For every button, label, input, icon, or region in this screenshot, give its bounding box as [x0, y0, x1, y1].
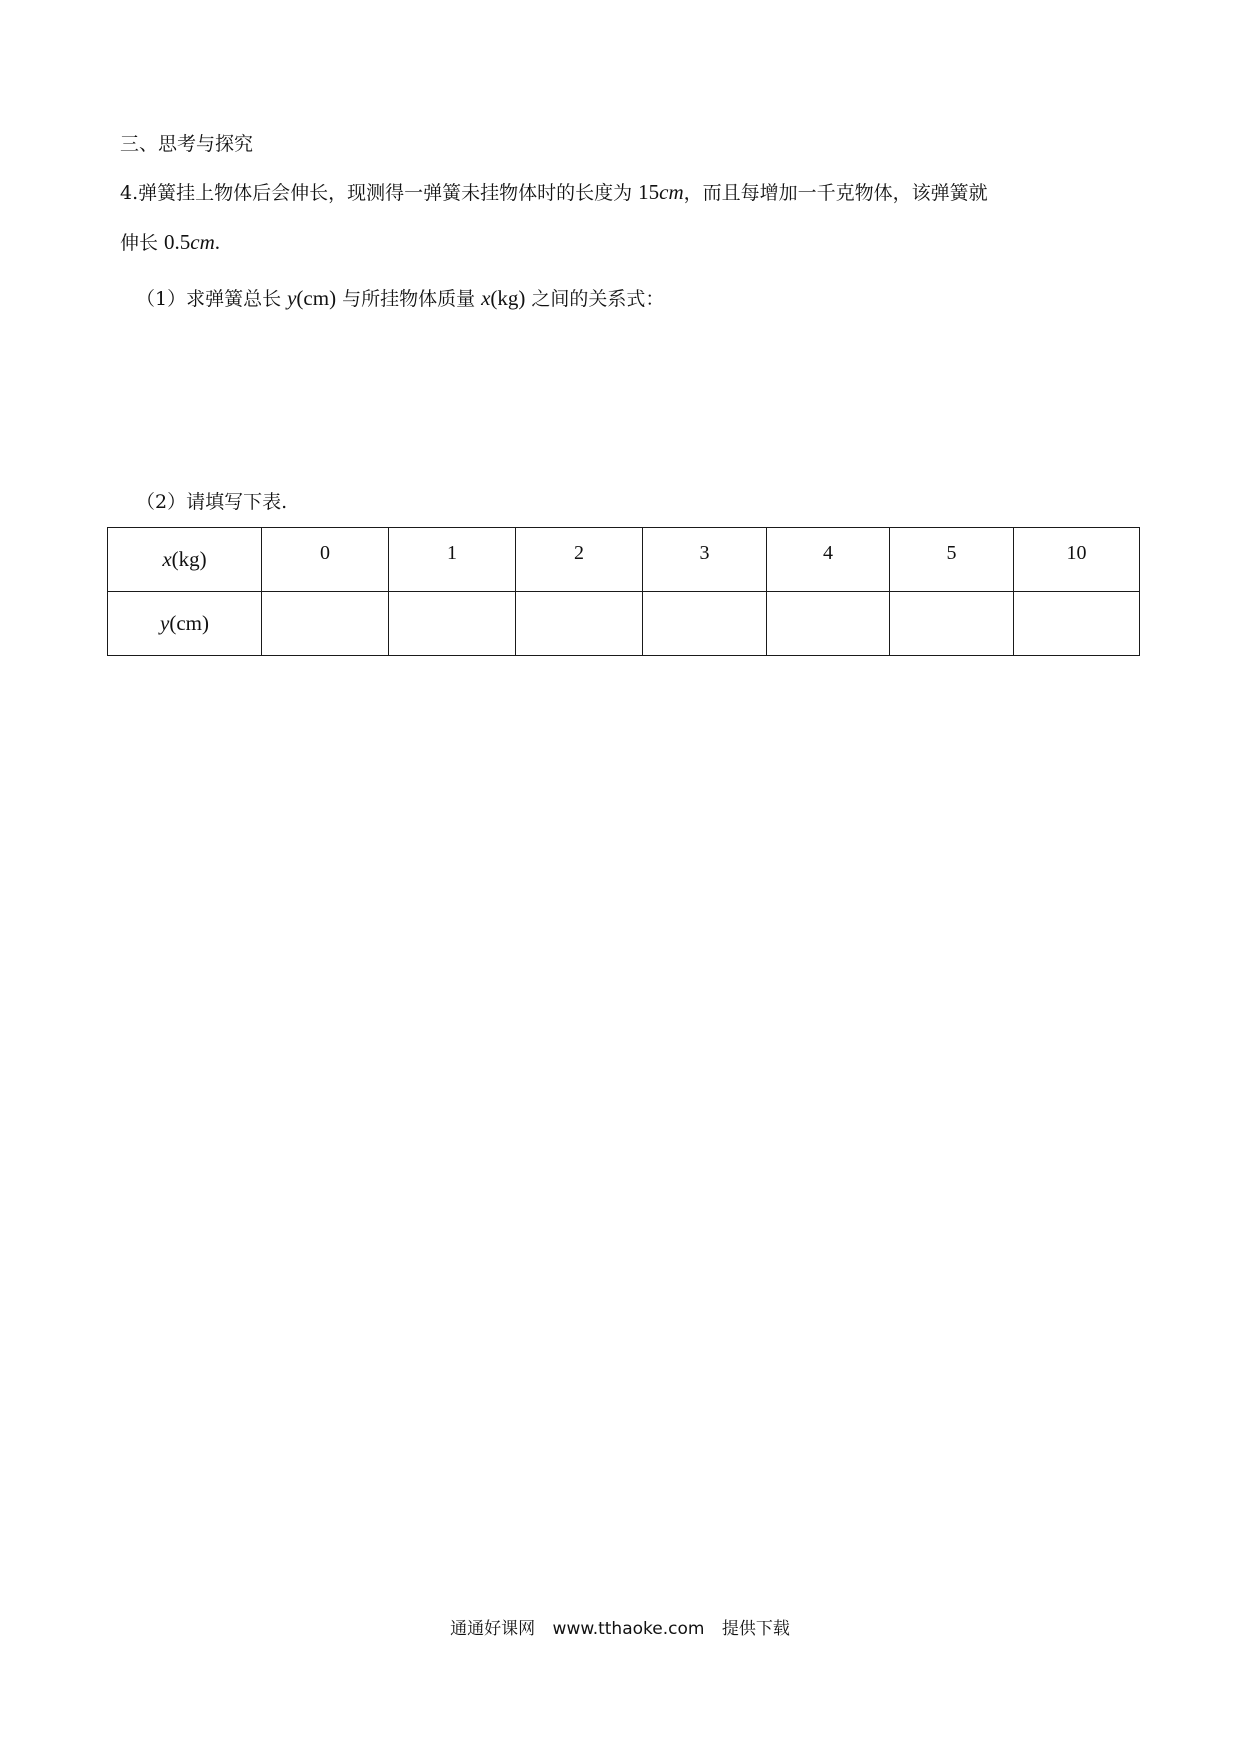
footer-site-name: 通通好课网 — [450, 1619, 536, 1639]
problem-line2-prefix: 伸长 — [120, 232, 159, 254]
x-value-cell: 3 — [643, 528, 767, 592]
x-value-cell: 1 — [389, 528, 516, 592]
y-answer-cell[interactable] — [767, 592, 890, 656]
stretch-unit: cm — [190, 230, 215, 254]
footer-note: 提供下载 — [721, 1619, 790, 1639]
y-answer-cell[interactable] — [389, 592, 516, 656]
x-row-header: x(kg) — [108, 528, 262, 592]
sub1-middle: 与所挂物体质量 — [342, 288, 476, 310]
x-value-cell: 4 — [767, 528, 890, 592]
y-answer-cell[interactable] — [1014, 592, 1140, 656]
sub-question-1 — [136, 286, 664, 311]
y-row — [108, 592, 1140, 656]
y-row-header: y(cm) — [108, 592, 262, 656]
y-answer-cell[interactable] — [516, 592, 643, 656]
sub-question-2: （2）请填写下表. — [136, 491, 288, 513]
x-row — [108, 528, 1140, 592]
y-answer-cell[interactable] — [262, 592, 389, 656]
y-answer-cell[interactable] — [890, 592, 1014, 656]
length-value: 15cm — [638, 180, 684, 204]
footer-url[interactable]: www.tthaoke.com — [552, 1619, 705, 1639]
x-value-cell: 10 — [1014, 528, 1140, 592]
section-heading: 三、思考与探究 — [120, 133, 254, 155]
problem-text-line-1 — [120, 180, 988, 205]
x-value-cell: 0 — [262, 528, 389, 592]
length-unit: cm — [659, 180, 684, 204]
page-footer — [0, 1614, 1240, 1639]
x-value-cell: 2 — [516, 528, 643, 592]
stretch-value: 0.5cm. — [164, 230, 221, 254]
problem-line1-prefix: 4.弹簧挂上物体后会伸长，现测得一弹簧未挂物体时的长度为 — [120, 182, 633, 204]
x-value-cell: 5 — [890, 528, 1014, 592]
sub1-suffix: 之间的关系式： — [531, 288, 665, 310]
problem-text-line-2 — [120, 230, 220, 255]
problem-line1-suffix: ，而且每增加一千克物体，该弹簧就 — [683, 182, 988, 204]
y-answer-cell[interactable] — [643, 592, 767, 656]
x-variable: x(kg) — [481, 286, 526, 310]
y-variable: y(cm) — [287, 286, 337, 310]
sub1-prefix: （1）求弹簧总长 — [136, 288, 282, 310]
data-table — [107, 527, 1140, 656]
